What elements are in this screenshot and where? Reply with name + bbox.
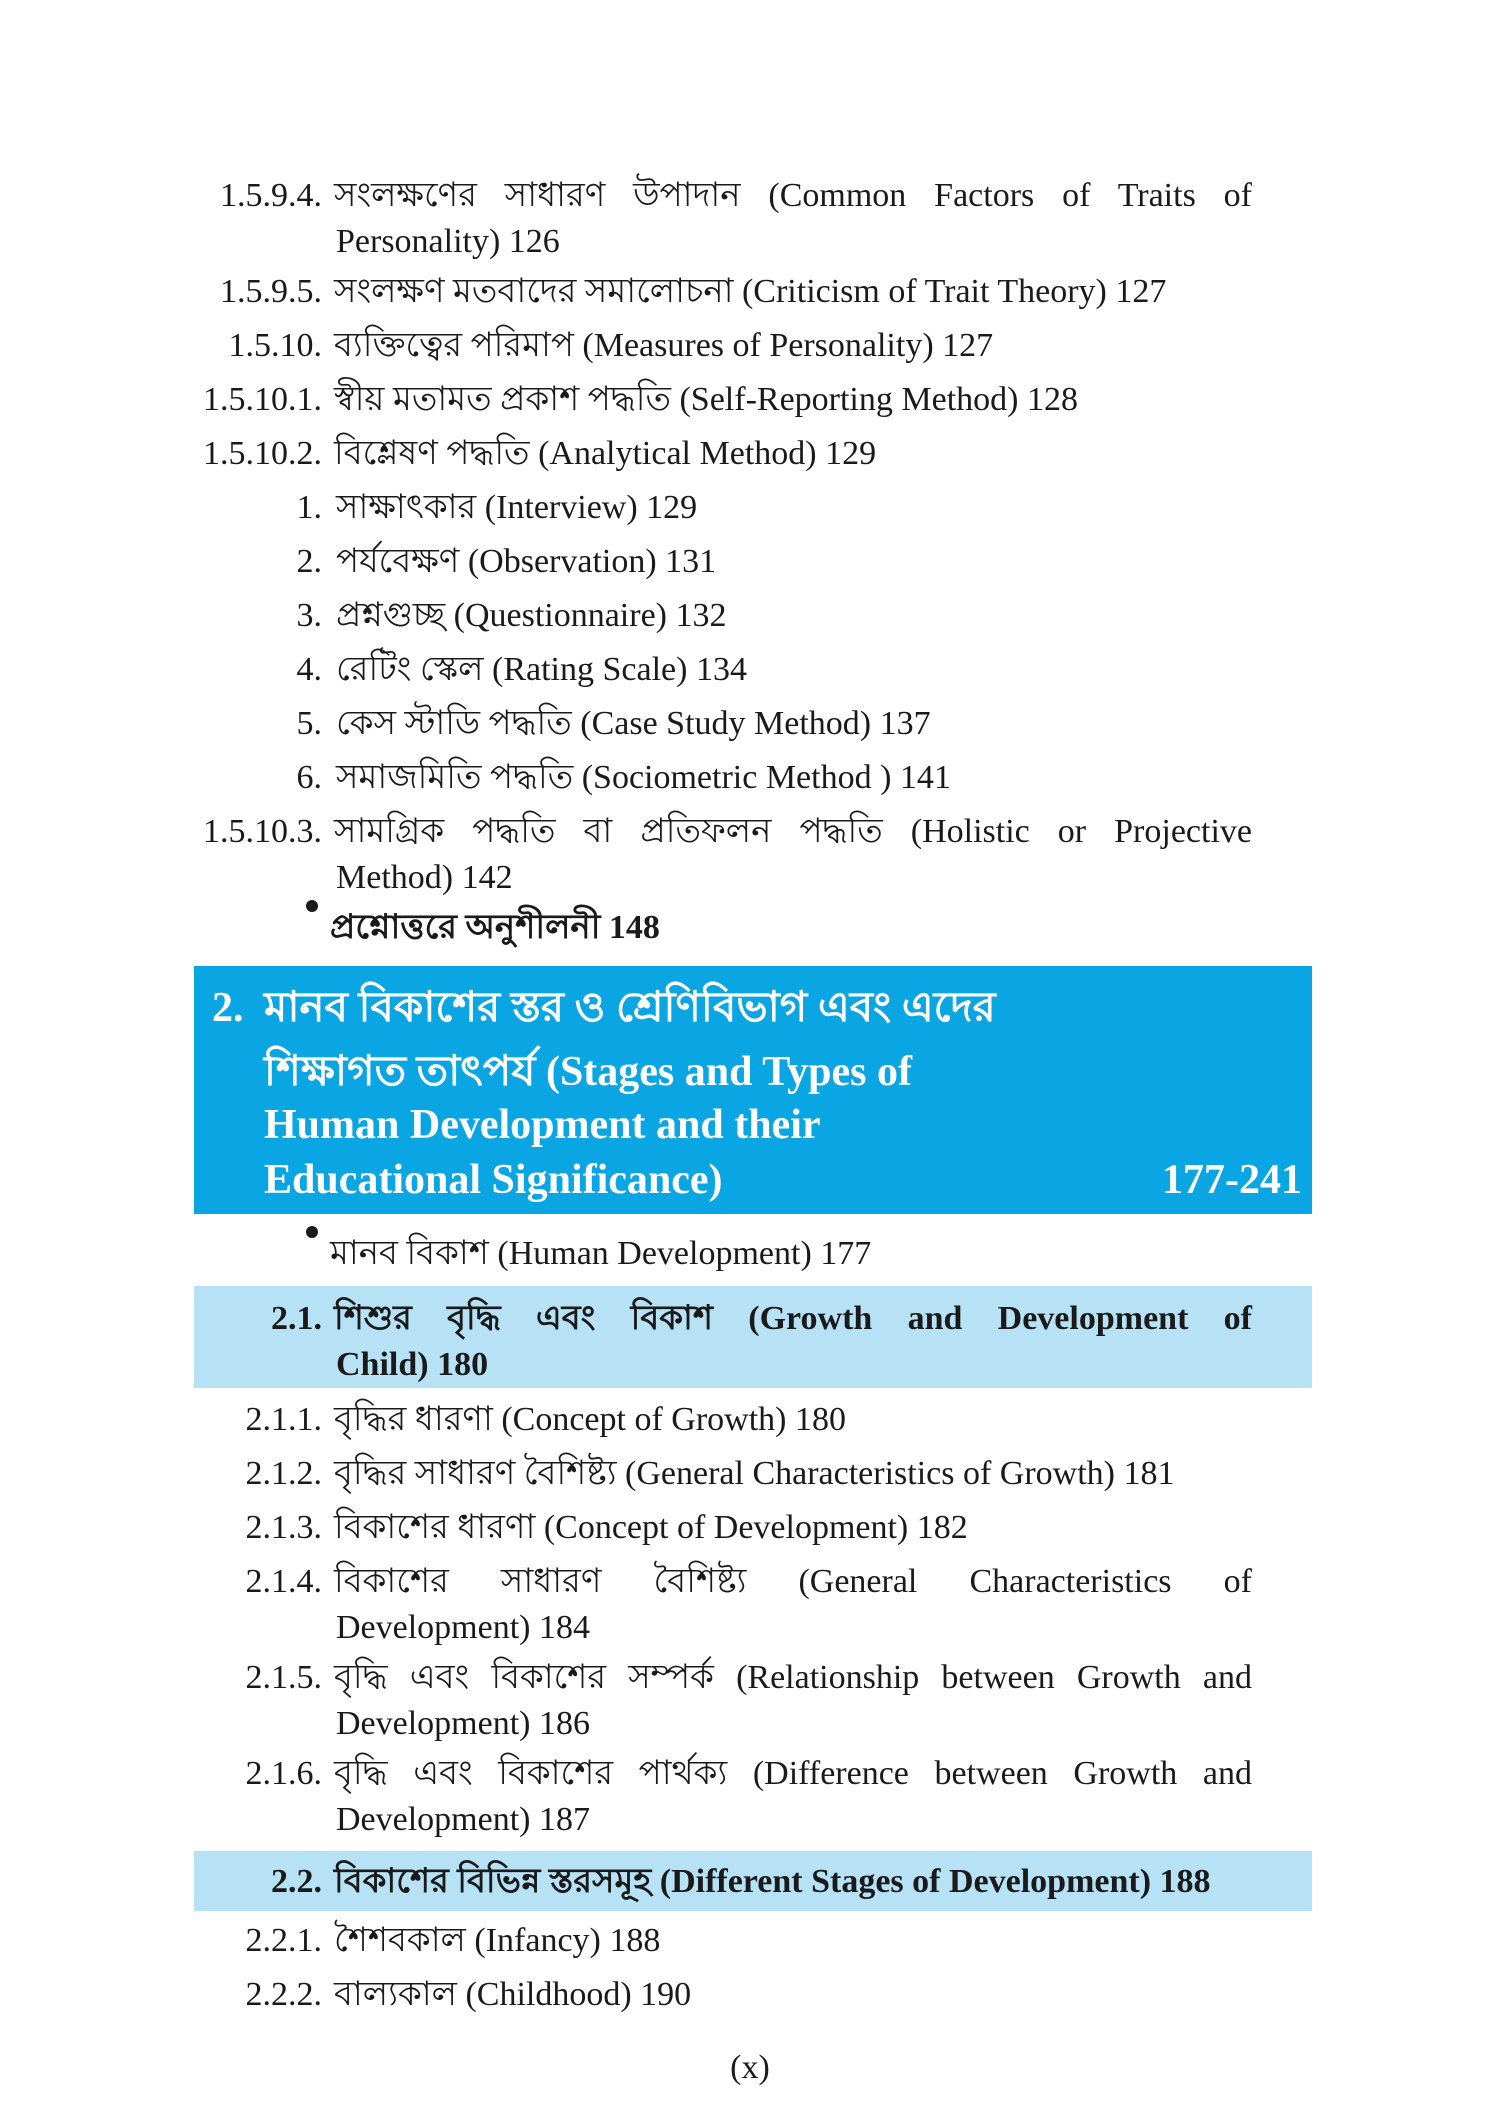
entry-continuation: Development) 187 [336,1801,590,1838]
entry-text: বৃদ্ধি এবং বিকাশের সম্পর্ক (Relationship between Growth and [334,1659,1252,1696]
entry-number: 1.5.10.2. [203,435,322,472]
entry-text: শৈশবকাল (Infancy) 188 [334,1922,661,1959]
toc-entry [194,172,1252,219]
entry-number: 2.1.2. [245,1455,322,1492]
method-item [270,700,931,747]
bullet-text: প্রশ্নোত্তরে অনুশীলনী 148 [330,909,660,946]
page-number: (x) [730,2049,770,2086]
entry-text: সংলক্ষণের সাধারণ উপাদান (Common Factors of Traits of [334,177,1252,214]
chapter-title-line: Human Development and their [264,1102,821,1148]
chapter-heading [194,966,1312,1214]
section-title-continuation: Child) 180 [336,1346,489,1383]
entry-text: বিকাশের ধারণা (Concept of Development) 182 [334,1509,968,1546]
entry-number: 2.1.4. [245,1563,322,1600]
bullet-icon [306,900,318,912]
entry-text: বিশ্লেষণ পদ্ধতি (Analytical Method) 129 [334,435,877,472]
bullet-text: মানব বিকাশ (Human Development) 177 [330,1235,872,1272]
toc-entry [194,1450,1175,1497]
method-item [270,592,726,639]
method-item [270,646,747,693]
toc-entry [194,1917,660,1964]
item-number: 5. [296,705,322,742]
item-number: 3. [296,597,322,634]
bullet-icon [306,1226,318,1238]
entry-number: 1.5.10. [228,327,322,364]
toc-entry [194,1971,691,2018]
section-title: শিশুর বৃদ্ধি এবং বিকাশ (Growth and Development of [334,1300,1252,1337]
entry-text: বিকাশের সাধারণ বৈশিষ্ট্য (General Characteristics of [334,1563,1252,1600]
chapter-page-range: 177-241 [1162,1157,1302,1203]
item-text: কেস স্টাডি পদ্ধতি (Case Study Method) 137 [336,705,931,742]
section-heading [194,1858,1211,1905]
entry-continuation: Method) 142 [336,859,513,896]
method-item [270,538,716,585]
entry-number: 1.5.10.1. [203,381,322,418]
toc-entry [194,1654,1252,1701]
entry-continuation: Development) 186 [336,1705,590,1742]
toc-entry [194,376,1078,423]
method-item [270,484,697,531]
section-number: 2.1. [271,1300,322,1337]
entry-continuation: Personality) 126 [336,223,560,260]
item-text: সমাজমিতি পদ্ধতি (Sociometric Method ) 141 [336,759,951,796]
section-number: 2.2. [271,1863,322,1900]
item-number: 1. [296,489,322,526]
exercise-bullet [306,904,660,951]
entry-text: বাল্যকাল (Childhood) 190 [334,1976,692,2013]
section-title: বিকাশের বিভিন্ন স্তরসমূহ (Different Stages of Development) 188 [334,1863,1211,1900]
chapter-title-line: Educational Significance) [264,1157,723,1203]
toc-entry [194,1558,1252,1605]
entry-number: 2.1.6. [245,1755,322,1792]
chapter-number: 2. [212,985,244,1031]
entry-number: 2.1.1. [245,1401,322,1438]
entry-number: 1.5.9.5. [220,273,322,310]
item-text: রেটিং স্কেল (Rating Scale) 134 [336,651,747,688]
toc-entry [194,268,1166,315]
entry-number: 2.2.1. [245,1922,322,1959]
section-heading [194,1295,1252,1342]
entry-text: সামগ্রিক পদ্ধতি বা প্রতিফলন পদ্ধতি (Holistic or Projective [334,813,1252,850]
entry-number: 2.1.5. [245,1659,322,1696]
chapter-title-line: শিক্ষাগত তাৎপর্য (Stages and Types of [264,1049,912,1095]
item-number: 4. [296,651,322,688]
entry-number: 1.5.10.3. [203,813,322,850]
item-number: 6. [296,759,322,796]
entry-text: বৃদ্ধি এবং বিকাশের পার্থক্য (Difference between Growth and [334,1755,1252,1792]
method-item [270,754,951,801]
toc-entry [194,1504,968,1551]
item-text: প্রশ্নগুচ্ছ (Questionnaire) 132 [336,597,727,634]
entry-number: 2.2.2. [245,1976,322,2013]
entry-text: সংলক্ষণ মতবাদের সমালোচনা (Criticism of Trait Theory) 127 [334,273,1167,310]
human-development-bullet [306,1230,871,1277]
toc-entry [194,1750,1252,1797]
entry-number: 2.1.3. [245,1509,322,1546]
item-text: সাক্ষাৎকার (Interview) 129 [336,489,698,526]
toc-entry [194,430,876,477]
item-number: 2. [296,543,322,580]
entry-number: 1.5.9.4. [220,177,322,214]
chapter-title-line: মানব বিকাশের স্তর ও শ্রেণিবিভাগ এবং এদের [264,985,996,1031]
entry-text: ব্যক্তিত্বের পরিমাপ (Measures of Personality) 127 [334,327,994,364]
toc-entry [194,322,993,369]
entry-text: বৃদ্ধির ধারণা (Concept of Growth) 180 [334,1401,846,1438]
item-text: পর্যবেক্ষণ (Observation) 131 [336,543,717,580]
entry-text: স্বীয় মতামত প্রকাশ পদ্ধতি (Self-Reporting Method) 128 [334,381,1078,418]
toc-entry [194,1396,846,1443]
entry-continuation: Development) 184 [336,1609,590,1646]
toc-entry [194,808,1252,855]
entry-text: বৃদ্ধির সাধারণ বৈশিষ্ট্য (General Characteristics of Growth) 181 [334,1455,1175,1492]
